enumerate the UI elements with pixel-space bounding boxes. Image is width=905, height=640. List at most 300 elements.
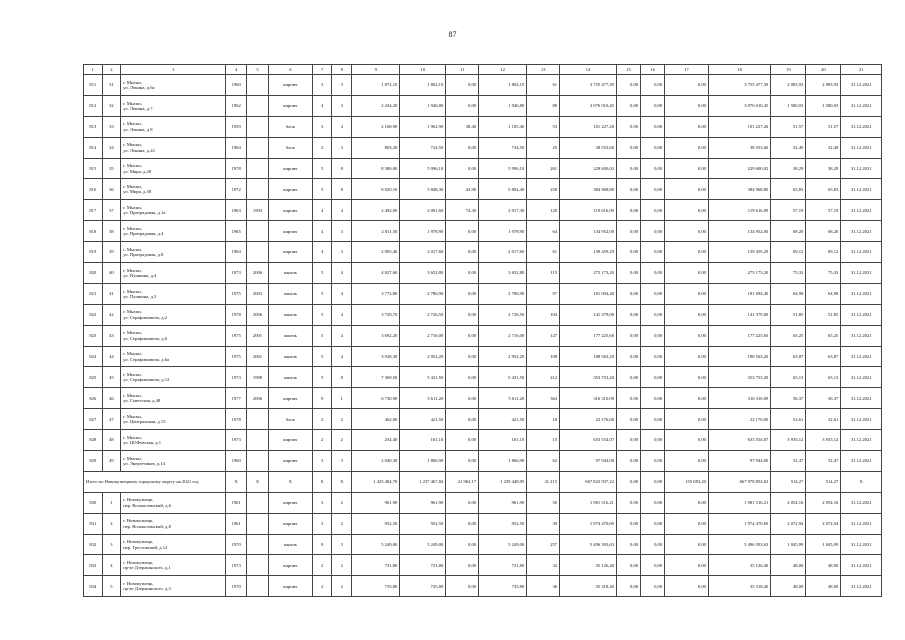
value-cell-c15: 0,00: [616, 409, 640, 430]
value-cell-c20: 52,49: [806, 137, 841, 158]
address-street: ул. Мира, д.28: [123, 168, 152, 174]
year-reconstruction-cell: 2001: [247, 346, 269, 367]
address-city: г. Мыски,: [123, 225, 142, 231]
address-cell: [121, 555, 226, 576]
floors-cell: 3: [312, 75, 332, 96]
value-cell-c13: 364: [527, 388, 560, 409]
table-row: [84, 367, 882, 388]
total-row: [84, 471, 882, 492]
date-cell: 31.12.2021: [841, 325, 882, 346]
column-number-cell: 19: [771, 65, 806, 75]
address-cell: [121, 75, 226, 96]
value-cell-c13: 64: [527, 221, 560, 242]
value-cell-c18: 5 496 393,63: [708, 534, 770, 555]
value-cell-c11: 74,30: [446, 200, 479, 221]
value-cell-c18: 134 952,00: [708, 221, 770, 242]
value-cell-c9: 462,00: [352, 409, 400, 430]
index-cell: 37: [102, 200, 121, 221]
value-cell-c17: 0,00: [665, 513, 709, 534]
value-cell-c10: 421,50: [400, 409, 446, 430]
value-cell-c14: 353 753,20: [560, 367, 617, 388]
value-cell-c10: 2 952,20: [400, 346, 446, 367]
value-cell-c14: 97 944,00: [560, 451, 617, 472]
value-cell-c11: 0,00: [446, 388, 479, 409]
floors-cell: 4: [312, 221, 332, 242]
value-cell-c19: 48,00: [771, 555, 806, 576]
table-row: [84, 430, 882, 451]
date-cell: 31.12.2021: [841, 346, 882, 367]
value-cell-c18: 316 310,09: [708, 388, 770, 409]
floors-cell: 5: [312, 158, 332, 179]
value-cell-c17: 0,00: [665, 534, 709, 555]
index-cell: 43: [102, 325, 121, 346]
value-cell-c20: 65,83: [806, 179, 841, 200]
year-reconstruction-cell: [247, 137, 269, 158]
index-cell: 34: [102, 137, 121, 158]
date-cell: 31.12.2021: [841, 492, 882, 513]
entrances-cell: 2: [332, 513, 352, 534]
value-cell-c15: 0,00: [616, 492, 640, 513]
table-row: [84, 221, 882, 242]
value-cell-c15: 0,00: [616, 263, 640, 284]
value-cell-c10: 735,80: [400, 576, 446, 597]
value-cell-c10: 5 249,00: [400, 534, 446, 555]
value-cell-c14: 1 981 516,21: [560, 492, 617, 513]
column-number-cell: 9: [352, 65, 400, 75]
value-cell-c9: 3 928,30: [352, 346, 400, 367]
address-city: г. Мыски,: [123, 246, 142, 252]
index-cell: 4: [102, 555, 121, 576]
value-cell-c10: 734,50: [400, 137, 446, 158]
value-cell-c15: 0,00: [616, 388, 640, 409]
address-cell: [121, 283, 226, 304]
value-cell-c16: 0,00: [641, 492, 665, 513]
value-cell-c17: 0,00: [665, 576, 709, 597]
value-cell-c20: 63,87: [806, 346, 841, 367]
column-number-cell: 2: [102, 65, 121, 75]
entrances-cell: 4: [332, 263, 352, 284]
entrances-cell: 3: [332, 137, 352, 158]
value-cell-c13: 257: [527, 534, 560, 555]
value-cell-c12: 961,90: [479, 492, 527, 513]
row-number-cell: 823: [84, 325, 103, 346]
value-cell-c10: 952,50: [400, 513, 446, 534]
index-cell: 47: [102, 409, 121, 430]
value-cell-c9: 4 827,60: [352, 263, 400, 284]
row-number-cell: 814: [84, 137, 103, 158]
value-cell-c9: 2 905,46: [352, 242, 400, 263]
value-cell-c17: 0,00: [665, 158, 709, 179]
value-cell-c20: 48,00: [806, 576, 841, 597]
entrances-cell: 4: [332, 304, 352, 325]
address-street: ул. ЦОФовская, д.1: [123, 440, 162, 446]
floors-cell: 4: [312, 200, 332, 221]
address-city: г. Новокузнецк,: [123, 581, 154, 587]
year-reconstruction-cell: [247, 409, 269, 430]
year-built-cell: 1975: [226, 325, 247, 346]
address-city: г. Новокузнецк,: [123, 560, 154, 566]
value-cell-c13: 115: [527, 263, 560, 284]
value-cell-c15: 0,00: [616, 513, 640, 534]
address-cell: [121, 492, 226, 513]
table-row: [84, 137, 882, 158]
date-cell: 31.12.2021: [841, 534, 882, 555]
address-street: пер. Трестовский, д.12: [123, 544, 168, 550]
floors-cell: 5: [312, 179, 332, 200]
year-built-cell: 1962: [226, 95, 247, 116]
index-cell: 36: [102, 179, 121, 200]
year-built-cell: 1975: [226, 346, 247, 367]
value-cell-c19: 56,37: [771, 388, 806, 409]
year-built-cell: 1978: [226, 409, 247, 430]
page-number: 87: [448, 30, 457, 39]
address-cell: [121, 388, 226, 409]
value-cell-c17: 0,00: [665, 430, 709, 451]
value-cell-c11: 0,00: [446, 346, 479, 367]
address-city: г. Мыски,: [123, 121, 142, 127]
floors-cell: 2: [312, 137, 332, 158]
value-cell-c20: 52,47: [806, 451, 841, 472]
entrances-cell: 4: [332, 116, 352, 137]
index-cell: 45: [102, 367, 121, 388]
value-cell-c12: 1 946,80: [479, 95, 527, 116]
table-row: [84, 200, 882, 221]
value-cell-c13: 39: [527, 513, 560, 534]
address-city: г. Мыски,: [123, 267, 142, 273]
value-cell-c15: 0,00: [616, 325, 640, 346]
value-cell-c14: 3 076 010,45: [560, 95, 617, 116]
value-cell-c18: 35 126,40: [708, 555, 770, 576]
value-cell-c19: 38,29: [771, 158, 806, 179]
row-number-cell: 832: [84, 534, 103, 555]
wall-material-cell: кирпич: [268, 513, 312, 534]
value-cell-c17: 0,00: [665, 325, 709, 346]
floors-cell: 2: [312, 430, 332, 451]
year-built-cell: 1964: [226, 137, 247, 158]
value-cell-c17: 0,00: [665, 95, 709, 116]
value-cell-c18: 119 616,09: [708, 200, 770, 221]
value-cell-c11: 0,00: [446, 75, 479, 96]
entrances-cell: 8: [332, 367, 352, 388]
value-cell-c15: 0,00: [616, 75, 640, 96]
value-cell-c12: 3 652,80: [479, 263, 527, 284]
value-cell-c20: 65,13: [806, 367, 841, 388]
year-reconstruction-cell: 2006: [247, 304, 269, 325]
entrances-cell: 3: [332, 451, 352, 472]
value-cell-c11: 0,00: [446, 451, 479, 472]
value-cell-c17: 0,00: [665, 388, 709, 409]
address-street: ул. Ленина, д.8: [123, 126, 153, 132]
value-cell-c14: 633 554,07: [560, 430, 617, 451]
total-x-cell: X: [268, 471, 312, 492]
value-cell-c15: 0,00: [616, 137, 640, 158]
address-city: г. Новокузнецк,: [123, 518, 154, 524]
value-cell-c14: 35 126,40: [560, 555, 617, 576]
address-cell: [121, 158, 226, 179]
entrances-cell: 3: [332, 95, 352, 116]
address-city: г. Мыски,: [123, 372, 142, 378]
wall-material-cell: кирпич: [268, 158, 312, 179]
year-reconstruction-cell: [247, 555, 269, 576]
entrances-cell: 2: [332, 492, 352, 513]
index-cell: 49: [102, 451, 121, 472]
value-cell-c10: 5 996,10: [400, 158, 446, 179]
table-row: [84, 346, 882, 367]
date-cell: 31.12.2021: [841, 451, 882, 472]
value-cell-c11: 0,00: [446, 513, 479, 534]
floors-cell: 2: [312, 409, 332, 430]
value-cell-c13: 108: [527, 346, 560, 367]
table-row: [84, 513, 882, 534]
address-cell: [121, 137, 226, 158]
value-cell-c18: 1 974 470,69: [708, 513, 770, 534]
value-cell-c13: 62: [527, 451, 560, 472]
value-cell-c14: 139 459,29: [560, 242, 617, 263]
index-cell: 46: [102, 388, 121, 409]
value-cell-c12: 5 804,40: [479, 179, 527, 200]
total-x-cell: X: [312, 471, 332, 492]
total-value-cell-c20: 514,27: [806, 471, 841, 492]
address-city: г. Мыски,: [123, 455, 142, 461]
value-cell-c12: 1 185,40: [479, 116, 527, 137]
address-cell: [121, 95, 226, 116]
wall-material-cell: кирпич: [268, 221, 312, 242]
table-row: [84, 304, 882, 325]
value-cell-c12: 161,10: [479, 430, 527, 451]
total-value-cell-c9: 1 425 484,70: [352, 471, 400, 492]
total-value-cell-c11: 21 963,17: [446, 471, 479, 492]
value-cell-c10: 731,80: [400, 555, 446, 576]
wall-material-cell: панель: [268, 304, 312, 325]
index-cell: 42: [102, 304, 121, 325]
value-cell-c10: 961,90: [400, 492, 446, 513]
column-number-cell: 18: [708, 65, 770, 75]
value-cell-c9: 2 811,50: [352, 221, 400, 242]
table-row: [84, 576, 882, 597]
value-cell-c10: 1 866,90: [400, 451, 446, 472]
value-cell-c16: 0,00: [641, 242, 665, 263]
value-cell-c15: 0,00: [616, 200, 640, 221]
value-cell-c20: 48,00: [806, 555, 841, 576]
year-built-cell: 1970: [226, 576, 247, 597]
date-cell: 31.12.2021: [841, 576, 882, 597]
value-cell-c12: 2 716,00: [479, 325, 527, 346]
year-built-cell: 1964: [226, 242, 247, 263]
floors-cell: 5: [312, 263, 332, 284]
row-number-cell: 827: [84, 409, 103, 430]
address-cell: [121, 451, 226, 472]
value-cell-c20: 57,19: [806, 200, 841, 221]
floors-cell: 5: [312, 346, 332, 367]
index-cell: 3: [102, 534, 121, 555]
value-cell-c10: 1 946,80: [400, 95, 446, 116]
value-cell-c20: 2 083,93: [806, 75, 841, 96]
column-number-row: [84, 65, 882, 75]
value-cell-c15: 0,00: [616, 555, 640, 576]
value-cell-c14: 134 952,00: [560, 221, 617, 242]
address-street: ул. Ленина, д.22: [123, 147, 155, 153]
value-cell-c12: 1 802,10: [479, 75, 527, 96]
floors-cell: 9: [312, 388, 332, 409]
value-cell-c20: 38,29: [806, 158, 841, 179]
wall-material-cell: кирпич: [268, 242, 312, 263]
value-cell-c19: 68,20: [771, 221, 806, 242]
date-cell: 31.12.2021: [841, 242, 882, 263]
row-number-cell: 833: [84, 555, 103, 576]
value-cell-c19: 63,87: [771, 346, 806, 367]
address-city: г. Мыски,: [123, 163, 142, 169]
index-cell: 44: [102, 346, 121, 367]
date-cell: 31.12.2021: [841, 263, 882, 284]
value-cell-c15: 0,00: [616, 367, 640, 388]
column-number-cell: 14: [560, 65, 617, 75]
column-number-cell: 5: [247, 65, 269, 75]
row-number-cell: 812: [84, 95, 103, 116]
date-cell: 31.12.2021: [841, 221, 882, 242]
value-cell-c13: 32: [527, 555, 560, 576]
value-cell-c16: 0,00: [641, 200, 665, 221]
address-city: г. Мыски,: [123, 142, 142, 148]
row-number-cell: 821: [84, 283, 103, 304]
value-cell-c17: 0,00: [665, 242, 709, 263]
total-value-cell-c12: 1 239 448,95: [479, 471, 527, 492]
value-cell-c17: 0,00: [665, 116, 709, 137]
year-reconstruction-cell: [247, 158, 269, 179]
value-cell-c19: 65,25: [771, 325, 806, 346]
date-cell: 31.12.2021: [841, 179, 882, 200]
address-city: г. Мыски,: [123, 434, 142, 440]
value-cell-c9: 961,90: [352, 492, 400, 513]
year-built-cell: 1978: [226, 304, 247, 325]
address-street: ул. Ленина, д.6а: [123, 84, 155, 90]
value-cell-c9: 3 729,70: [352, 304, 400, 325]
address-city: г. Мыски,: [123, 100, 142, 106]
year-reconstruction-cell: 2006: [247, 388, 269, 409]
year-reconstruction-cell: [247, 576, 269, 597]
value-cell-c15: 0,00: [616, 451, 640, 472]
value-cell-c19: 1 045,99: [771, 534, 806, 555]
value-cell-c15: 0,00: [616, 430, 640, 451]
date-cell: 31.12.2021: [841, 283, 882, 304]
address-street: ул. Мира, д.38: [123, 189, 152, 195]
value-cell-c13: 104: [527, 304, 560, 325]
address-cell: [121, 576, 226, 597]
address-city: г. Мыски,: [123, 393, 142, 399]
value-cell-c10: 2 091,60: [400, 200, 446, 221]
index-cell: 38: [102, 221, 121, 242]
value-cell-c10: 2 716,00: [400, 325, 446, 346]
value-cell-c16: 0,00: [641, 116, 665, 137]
floors-cell: 3: [312, 451, 332, 472]
value-cell-c13: 127: [527, 325, 560, 346]
total-value-cell-c10: 1 237 467,84: [400, 471, 446, 492]
value-cell-c13: 18: [527, 409, 560, 430]
value-cell-c16: 0,00: [641, 576, 665, 597]
floors-cell: 2: [312, 576, 332, 597]
floors-cell: 5: [312, 283, 332, 304]
value-cell-c19: 64,98: [771, 283, 806, 304]
year-built-cell: 1960: [226, 75, 247, 96]
column-number-cell: 15: [616, 65, 640, 75]
value-cell-c9: 2 492,00: [352, 200, 400, 221]
value-cell-c20: 3 935,12: [806, 430, 841, 451]
column-number-cell: 16: [641, 65, 665, 75]
total-x-cell: X: [841, 471, 882, 492]
value-cell-c12: 734,50: [479, 137, 527, 158]
date-cell: 31.12.2021: [841, 137, 882, 158]
value-cell-c9: 6 730,90: [352, 388, 400, 409]
total-value-cell-c15: 0,00: [616, 471, 640, 492]
value-cell-c17: 0,00: [665, 137, 709, 158]
value-cell-c11: 0,00: [446, 283, 479, 304]
address-street: пр-кт Дзержинского, д.3: [123, 586, 171, 592]
year-reconstruction-cell: 2006: [247, 263, 269, 284]
address-cell: [121, 200, 226, 221]
value-cell-c15: 0,00: [616, 242, 640, 263]
value-cell-c18: 181 094,40: [708, 283, 770, 304]
value-cell-c9: 803,20: [352, 137, 400, 158]
value-cell-c14: 22 176,00: [560, 409, 617, 430]
row-number-cell: 829: [84, 451, 103, 472]
address-street: пр-кт Дзержинского, д.1: [123, 565, 171, 571]
date-cell: 31.12.2021: [841, 116, 882, 137]
index-cell: 35: [102, 158, 121, 179]
wall-material-cell: блок: [268, 137, 312, 158]
value-cell-c12: 5 431,50: [479, 367, 527, 388]
value-cell-c12: 5 249,00: [479, 534, 527, 555]
date-cell: 31.12.2021: [841, 388, 882, 409]
year-reconstruction-cell: [247, 95, 269, 116]
value-cell-c15: 0,00: [616, 95, 640, 116]
wall-material-cell: кирпич: [268, 555, 312, 576]
value-cell-c16: 0,00: [641, 137, 665, 158]
value-cell-c11: 0,00: [446, 158, 479, 179]
value-cell-c20: 52,61: [806, 409, 841, 430]
value-cell-c13: 61: [527, 242, 560, 263]
value-cell-c14: 119 616,09: [560, 200, 617, 221]
year-reconstruction-cell: [247, 242, 269, 263]
total-value-cell-c18: 667 978 854,02: [708, 471, 770, 492]
column-number-cell: 1: [84, 65, 103, 75]
entrances-cell: 2: [332, 409, 352, 430]
row-number-cell: 825: [84, 367, 103, 388]
value-cell-c20: 2 054,16: [806, 492, 841, 513]
row-number-cell: 826: [84, 388, 103, 409]
wall-material-cell: кирпич: [268, 430, 312, 451]
address-cell: [121, 304, 226, 325]
value-cell-c14: 384 968,80: [560, 179, 617, 200]
value-cell-c10: 2 786,90: [400, 283, 446, 304]
value-cell-c11: 0,00: [446, 492, 479, 513]
entrances-cell: 4: [332, 325, 352, 346]
value-cell-c9: 3 772,80: [352, 283, 400, 304]
value-cell-c9: 7 369,50: [352, 367, 400, 388]
floors-cell: 9: [312, 534, 332, 555]
value-cell-c17: 0,00: [665, 367, 709, 388]
value-cell-c12: 1 978,90: [479, 221, 527, 242]
column-number-cell: 4: [226, 65, 247, 75]
value-cell-c11: 0,00: [446, 367, 479, 388]
value-cell-c11: 0,00: [446, 221, 479, 242]
row-number-cell: 828: [84, 430, 103, 451]
year-built-cell: 1975: [226, 283, 247, 304]
value-cell-c18: 3 076 010,45: [708, 95, 770, 116]
row-number-cell: 822: [84, 304, 103, 325]
total-x-cell: X: [247, 471, 269, 492]
address-city: г. Мыски,: [123, 205, 142, 210]
value-cell-c16: 0,00: [641, 451, 665, 472]
value-cell-c17: 0,00: [665, 283, 709, 304]
